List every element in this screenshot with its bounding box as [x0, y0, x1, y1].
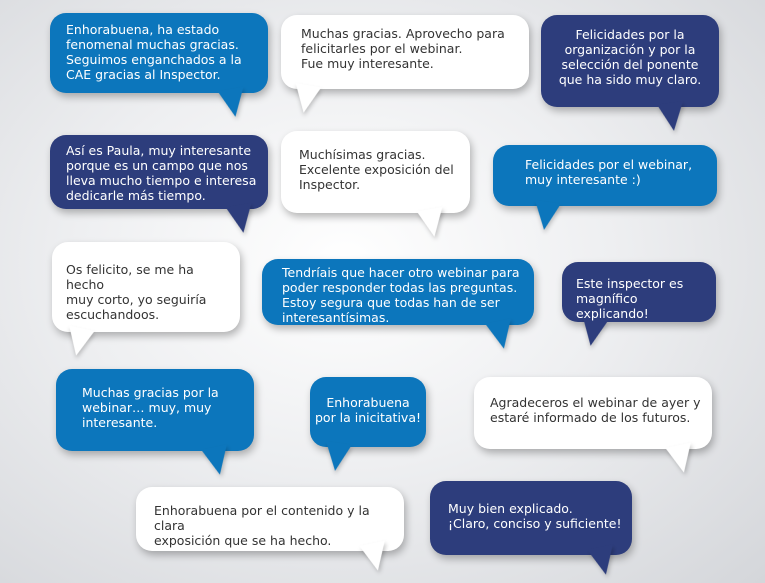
bubble-tail: [63, 326, 94, 359]
comment-text-4: Así es Paula, muy interesante porque es un campo que nos lleva mucho tiempo e interesa dedicarle más tiempo.: [66, 143, 257, 203]
bubble-tail: [531, 200, 561, 231]
comment-bubble-4: [50, 135, 268, 209]
comment-bubble-10: [56, 369, 254, 451]
comment-text-3: Felicidades por la organización y por la selección del ponente que ha sido muy claro.: [558, 27, 702, 87]
comment-text-11: Enhorabuena por la inicitativa!: [314, 395, 422, 425]
comment-text-7: Os felicito, se me ha hecho muy corto, yo seguiría escuchandoos.: [66, 262, 207, 322]
comment-text-8: Tendríais que hacer otro webinar para poder responder todas las preguntas. Estoy segura que todas han de ser interesantísimas.: [282, 265, 520, 325]
bubble-tail: [587, 545, 618, 578]
comment-text-2: Muchas gracias. Aprovecho para felicitarles por el webinar. Fue muy interesante.: [301, 26, 505, 71]
comment-bubble-6: [493, 145, 717, 206]
comment-bubble-5: [281, 131, 470, 213]
comment-text-9: Este inspector es magnífico explicando!: [576, 276, 684, 321]
comment-text-12: Agradeceros el webinar de ayer y estaré informado de los futuros.: [490, 395, 701, 425]
bubble-tail: [201, 445, 232, 478]
bubble-tail: [665, 443, 696, 476]
bubble-tail: [417, 207, 447, 239]
comment-text-6: Felicidades por el webinar, muy interesante :): [525, 157, 693, 187]
comment-text-13: Enhorabuena por el contenido y la clara exposición que se ha hecho.: [154, 503, 370, 548]
bubble-tail: [226, 203, 256, 235]
bubble-tail: [322, 441, 352, 472]
comment-bubble-11: [310, 377, 426, 447]
comment-text-14: Muy bien explicado. ¡Claro, conciso y suficiente!: [448, 501, 622, 531]
comment-bubble-8: [262, 259, 534, 325]
comment-bubble-12: [474, 377, 712, 449]
bubble-tail: [657, 101, 687, 132]
comment-bubble-9: [562, 262, 716, 322]
comment-bubble-13: [136, 487, 404, 551]
comment-text-10: Muchas gracias por la webinar… muy, muy interesante.: [82, 385, 219, 430]
comment-bubble-7: [52, 242, 240, 332]
comment-bubble-14: [430, 481, 632, 555]
bubble-tail: [291, 83, 321, 115]
comment-bubble-3: [541, 15, 719, 107]
bubble-tail: [218, 87, 248, 119]
comment-bubble-1: [50, 13, 268, 93]
comment-text-1: Enhorabuena, ha estado fenomenal muchas gracias. Seguimos enganchados a la CAE gracias al Inspector.: [66, 22, 242, 82]
comment-text-5: Muchísimas gracias. Excelente exposición del Inspector.: [299, 147, 454, 192]
comment-bubble-2: [281, 15, 529, 89]
